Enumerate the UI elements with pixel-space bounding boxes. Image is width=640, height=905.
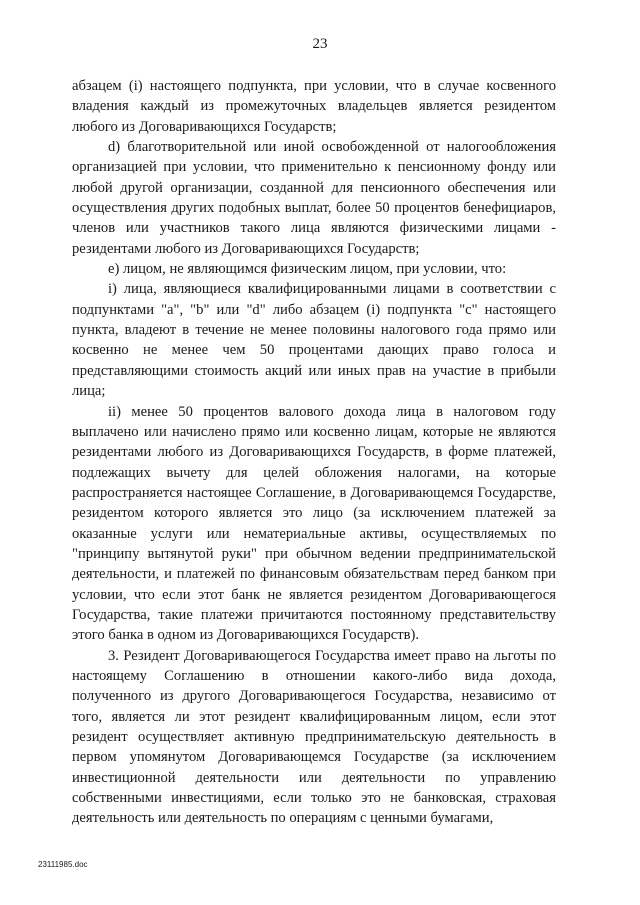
paragraph-subitem-d: d) благотворительной или иной освобожденной от налогообложения организацией при условии, что применительно к пенсионному фонду или любой другой организации, созданной для пенсионного обеспечения или осуществления других подобных выплат, более 50 процентов бенефициаров, членов или участников такого лица являются физическими лицами - резидентами любого из Договаривающихся Государств; [72,139,556,257]
footer-filename: 23111985.doc [38,860,88,869]
paragraph-continuation: абзацем (i) настоящего подпункта, при условии, что в случае косвенного владения каждый из промежуточных владельцев является резидентом любого из Договаривающихся Государств; [72,78,556,135]
paragraph-clause-ii: ii) менее 50 процентов валового дохода лица в налоговом году выплачено или начислено прямо или косвенно лицам, которые не являются резидентами любого из Договаривающихся Государств, в форме платежей, подлежащих вычету для целей обложения налогами, на которые распространяется настоящее Соглашение, в Договаривающемся Государстве, резидентом которого является это лицо (за исключением платежей за оказанные услуги или нематериальные активы, осуществляемых по "принципу вытянутой руки" при обычном ведении предпринимательской деятельности, и платежей по финансовым обязательствам перед банком при условии, что если этот банк не является резидентом Договаривающегося Государства, такие платежи причитаются постоянному представительству этого банка в одном из Договаривающихся Государств). [72,403,556,644]
page-number: 23 [312,36,328,52]
paragraph-item-3: 3. Резидент Договаривающегося Государства имеет право на льготы по настоящему Соглашению в отношении какого-либо вида дохода, полученного из другого Договаривающегося Государства, независимо от того, является ли этот резидент квалифицированным лицом, если этот резидент осуществляет активную предпринимательскую деятельность в первом упомянутом Договаривающемся Государстве (за исключением инвестиционной деятельности или деятельности по управлению собственными инвестициями, если только это не банковская, страховая деятельность или деятельность по операциям с ценными бумагами, [72,647,556,827]
paragraph-subitem-e: e) лицом, не являющимся физическим лицом, при условии, что: [108,261,507,278]
paragraph-clause-i: i) лица, являющиеся квалифицированными лицами в соответствии с подпунктами "a", "b" или "d" либо абзацем (i) подпункта "c" настоящего пункта, владеют в течение не менее половины налогового года прямо или косвенно не менее чем 50 процентами дающих право голоса и представляющими стоимость акций или иных прав на участие в прибыли лица; [72,281,556,400]
body-text [72,76,556,829]
